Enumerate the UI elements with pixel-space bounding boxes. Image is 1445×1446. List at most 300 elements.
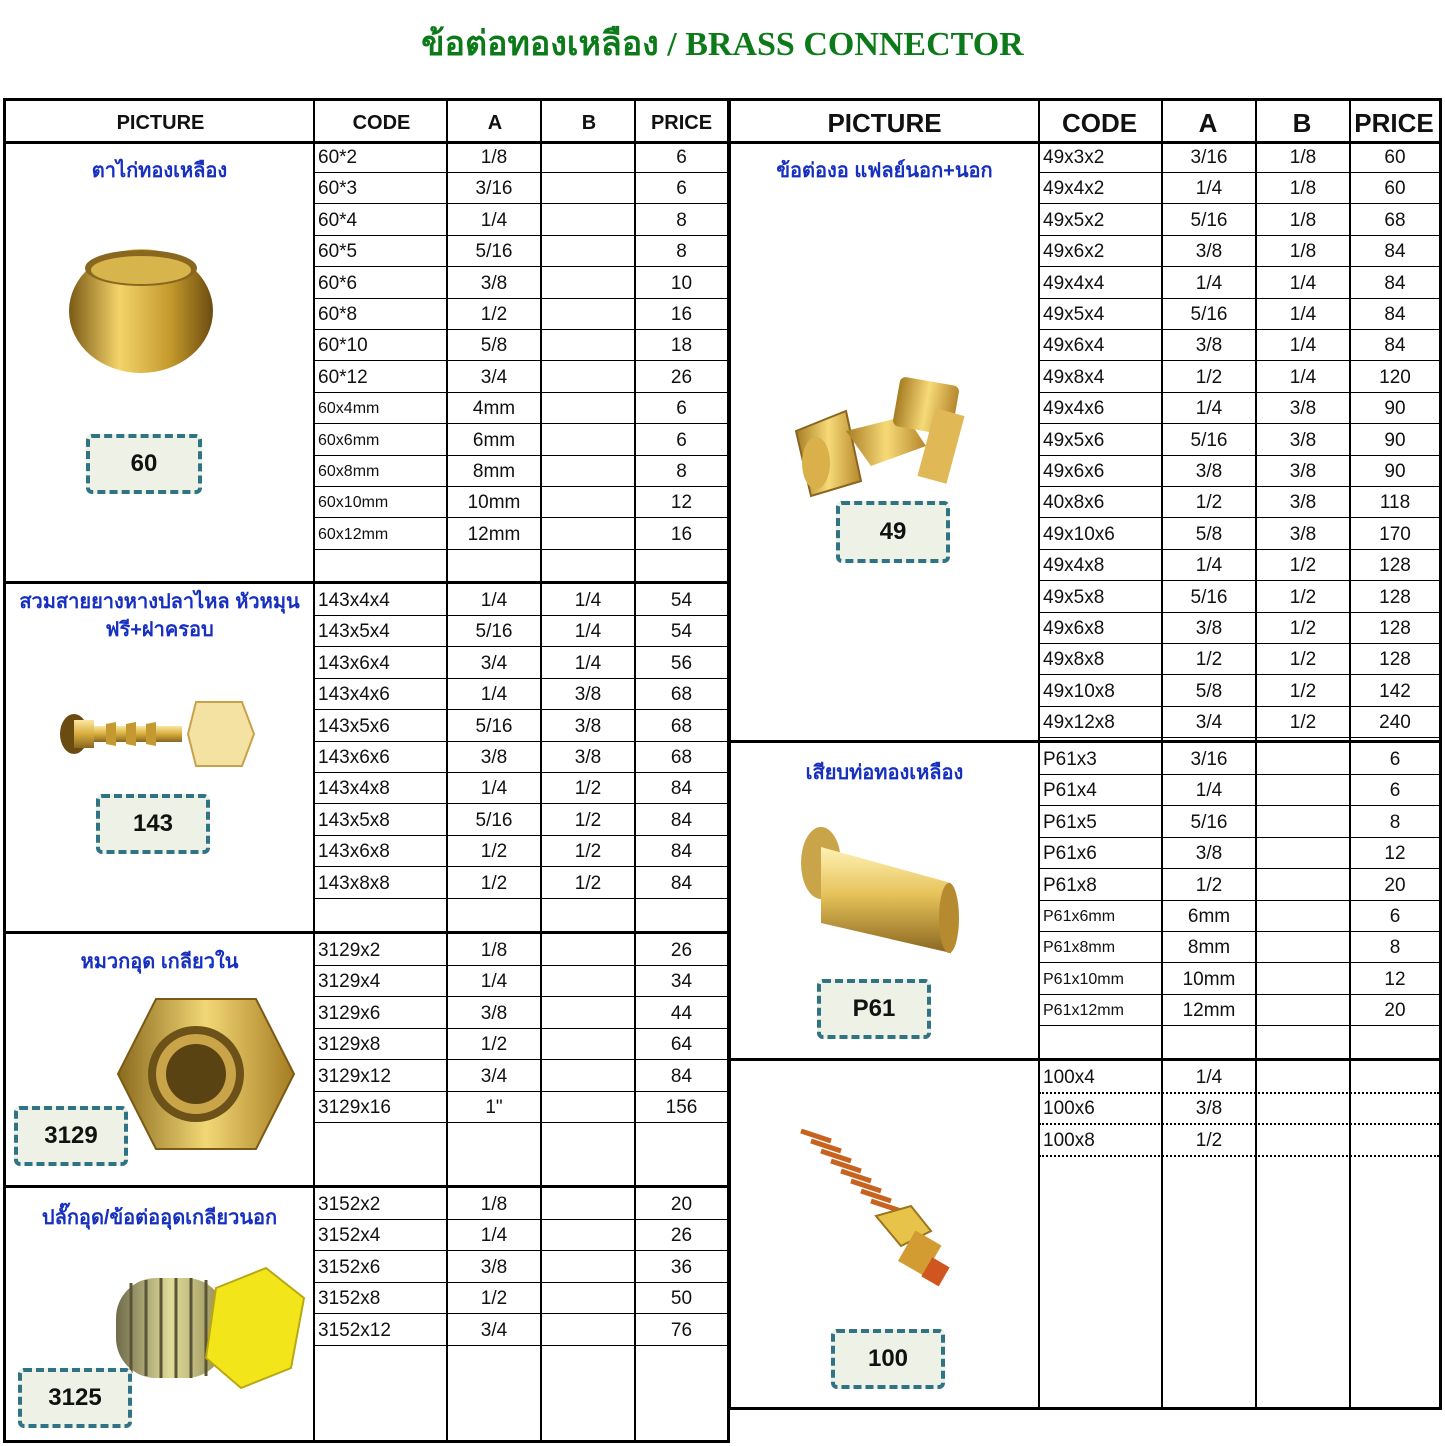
price-cell: 128 (1379, 618, 1411, 639)
b-cell (542, 455, 634, 486)
b-cell: 3/8 (1289, 523, 1317, 545)
price-cell: 6 (1389, 749, 1401, 770)
product-code-badge: 143 (96, 794, 210, 854)
table-row (314, 1251, 727, 1283)
price-cell: 68 (670, 684, 693, 706)
b-cell: 1/8 (1289, 178, 1317, 200)
a-cell: 5/16 (475, 241, 513, 263)
code-cell: 49x3x2 (1043, 147, 1105, 168)
header-code: CODE (352, 112, 411, 134)
a-cell: 3/4 (480, 1319, 508, 1341)
product-section (6, 141, 727, 584)
table-row (1039, 486, 1439, 518)
a-cell: 3/8 (480, 747, 508, 768)
product-picture-cell (6, 141, 313, 581)
price-cell: 76 (670, 1319, 693, 1341)
a-cell: 1/2 (1195, 1129, 1223, 1151)
price-cell: 128 (1379, 649, 1411, 671)
price-cell: 90 (1384, 461, 1406, 482)
price-cell: 16 (670, 304, 693, 325)
b-cell (1257, 869, 1349, 900)
product-section (731, 743, 1439, 1061)
b-cell (542, 997, 634, 1028)
b-cell (1257, 774, 1349, 805)
b-cell: 3/8 (574, 715, 602, 737)
a-cell: 8mm (472, 461, 516, 482)
code-cell: 60*12 (318, 366, 368, 388)
code-cell: 49x6x8 (1043, 618, 1105, 639)
price-cell: 84 (670, 809, 693, 831)
b-cell: 1/2 (1289, 618, 1317, 639)
code-cell: 3129x4 (318, 971, 381, 993)
b-cell (542, 329, 634, 360)
code-cell: 49x4x8 (1043, 555, 1105, 577)
table-row (314, 361, 727, 393)
code-cell: 60x10mm (318, 494, 389, 512)
b-cell (1257, 900, 1349, 931)
code-cell: 49x4x4 (1043, 272, 1105, 294)
code-cell: 49x6x2 (1043, 241, 1105, 263)
a-cell: 6mm (1187, 906, 1231, 927)
product-section (6, 1188, 727, 1446)
table-row (1039, 994, 1439, 1026)
a-cell: 5/16 (1190, 586, 1228, 608)
brass-ferrule-icon (66, 236, 216, 381)
table-row (1039, 518, 1439, 550)
table-row (1039, 643, 1439, 675)
code-cell: 49x4x2 (1043, 178, 1105, 200)
b-cell: 1/2 (574, 809, 602, 831)
a-cell: 1/4 (480, 778, 508, 800)
spring-connector-icon (781, 1121, 971, 1296)
table-row (1039, 581, 1439, 613)
a-cell: 5/16 (1190, 304, 1228, 325)
code-cell: 60x8mm (318, 463, 380, 480)
price-cell: 8 (676, 209, 687, 231)
price-cell: 240 (1379, 712, 1411, 734)
a-cell: 3/16 (475, 178, 513, 200)
b-cell (1257, 931, 1349, 962)
header-price: PRICE (1354, 108, 1434, 138)
a-cell: 5/8 (480, 335, 508, 357)
a-cell: 12mm (1182, 1000, 1236, 1022)
price-cell: 44 (670, 1002, 693, 1024)
price-cell: 36 (670, 1256, 693, 1278)
a-cell: 3/16 (1190, 147, 1228, 168)
price-cell: 170 (1379, 523, 1411, 545)
a-cell: 1" (485, 1097, 503, 1118)
code-cell: 143x6x4 (318, 652, 390, 674)
price-cell: 64 (670, 1034, 693, 1056)
b-cell (542, 1251, 634, 1282)
table-row (314, 172, 727, 204)
table-row (1039, 549, 1439, 581)
code-cell: 143x8x8 (318, 872, 390, 894)
a-cell: 3/8 (1195, 618, 1223, 639)
b-cell (542, 361, 634, 392)
product-picture-cell (6, 1188, 313, 1446)
product-section (6, 584, 727, 934)
product-picture-cell (731, 141, 1038, 740)
right-table-header (731, 101, 1439, 144)
product-code-badge: 60 (86, 434, 202, 494)
product-name: ข้อต่องอ แฟลย์นอก+นอก (776, 160, 993, 182)
code-cell: P61x6mm (1043, 908, 1116, 925)
code-cell: P61x5 (1043, 811, 1097, 833)
table-row (1039, 424, 1439, 456)
code-cell: 3152x8 (318, 1288, 381, 1310)
hose-barb-fitting-icon (56, 694, 256, 779)
b-cell (542, 965, 634, 996)
b-cell (1257, 806, 1349, 837)
a-cell: 5/16 (1190, 429, 1228, 451)
table-row (314, 204, 727, 236)
table-row (314, 1028, 727, 1060)
price-cell: 18 (670, 335, 693, 357)
table-row (1039, 235, 1439, 267)
code-cell: 49x8x8 (1043, 649, 1105, 671)
code-cell: 3129x6 (318, 1002, 381, 1024)
a-cell: 8mm (1187, 937, 1231, 959)
table-row (314, 1060, 727, 1092)
table-row (314, 835, 727, 867)
table-row (1039, 1124, 1439, 1157)
price-cell: 6 (676, 178, 687, 200)
a-cell: 3/8 (1195, 241, 1223, 263)
b-cell: 1/8 (1289, 147, 1317, 168)
price-cell: 20 (1384, 874, 1406, 896)
table-row (1039, 392, 1439, 424)
a-cell: 1/2 (1195, 649, 1223, 671)
b-cell: 1/2 (1289, 649, 1317, 671)
price-cell: 84 (1384, 304, 1406, 325)
a-cell: 6mm (472, 429, 516, 451)
a-cell: 5/8 (1195, 680, 1223, 702)
a-cell: 5/8 (1195, 523, 1223, 545)
price-cell: 84 (670, 872, 693, 894)
a-cell: 3/4 (480, 652, 508, 674)
a-cell: 3/4 (1195, 712, 1223, 734)
b-cell (1257, 1092, 1349, 1123)
tube-insert-icon (791, 823, 961, 968)
hex-cap-icon (116, 994, 296, 1159)
price-cell: 60 (1384, 178, 1406, 200)
price-cell (1351, 1061, 1439, 1092)
price-cell: 26 (670, 366, 693, 388)
code-cell: 60x4mm (318, 400, 380, 418)
a-cell: 1/4 (480, 590, 508, 611)
b-cell: 1/2 (1289, 680, 1317, 702)
price-cell: 156 (665, 1097, 698, 1118)
price-cell: 84 (1384, 272, 1406, 294)
b-cell: 1/2 (1289, 586, 1317, 608)
b-cell (542, 934, 634, 965)
a-cell: 1/8 (480, 940, 508, 961)
table-row (314, 1219, 727, 1251)
header-picture: PICTURE (116, 112, 205, 134)
code-cell: 3152x4 (318, 1225, 381, 1247)
code-cell: 143x4x8 (318, 778, 390, 800)
b-cell: 3/8 (574, 684, 602, 706)
table-row (314, 298, 727, 330)
table-row (314, 1188, 727, 1220)
b-cell (542, 1282, 634, 1313)
b-cell: 1/8 (1289, 241, 1317, 263)
code-cell: 49x5x8 (1043, 586, 1105, 608)
price-cell (1351, 1092, 1439, 1123)
a-cell: 3/8 (480, 272, 508, 294)
b-cell (542, 392, 634, 423)
b-cell (542, 172, 634, 203)
code-cell: 3152x2 (318, 1194, 381, 1215)
a-cell: 1/4 (1195, 555, 1223, 577)
price-cell: 16 (670, 523, 693, 545)
b-cell (542, 424, 634, 455)
b-cell: 1/8 (1289, 209, 1317, 231)
table-row (1039, 774, 1439, 806)
price-cell: 34 (670, 971, 693, 993)
table-row (1039, 1092, 1439, 1125)
price-cell: 142 (1379, 680, 1411, 702)
header-b: B (1292, 108, 1312, 138)
a-cell: 1/2 (1195, 874, 1223, 896)
b-cell (1257, 1061, 1349, 1092)
code-cell: 143x5x4 (318, 621, 390, 643)
table-row (1039, 806, 1439, 838)
header-a: A (487, 112, 503, 134)
table-row (1039, 361, 1439, 393)
price-cell: 68 (1384, 209, 1406, 231)
price-cell: 84 (1384, 335, 1406, 357)
b-cell (542, 235, 634, 266)
b-cell (542, 141, 634, 172)
b-cell: 1/2 (574, 841, 602, 863)
a-cell: 12mm (467, 523, 521, 545)
b-cell: 1/2 (1289, 555, 1317, 577)
product-section (731, 1061, 1439, 1410)
a-cell: 3/4 (480, 366, 508, 388)
a-cell: 3/8 (480, 1002, 508, 1024)
a-cell: 4mm (472, 398, 516, 420)
price-cell: 84 (670, 841, 693, 863)
b-cell: 1/2 (574, 872, 602, 894)
product-code-badge: 49 (836, 501, 950, 563)
code-cell: 3129x8 (318, 1034, 381, 1056)
price-cell: 128 (1379, 586, 1411, 608)
price-cell: 12 (1384, 843, 1406, 865)
b-cell (1257, 963, 1349, 994)
price-cell: 68 (670, 747, 693, 768)
code-cell: 100x8 (1043, 1129, 1095, 1151)
code-cell: 143x6x8 (318, 841, 390, 863)
price-cell: 8 (1389, 811, 1401, 833)
code-cell: 60*8 (318, 304, 358, 325)
code-cell: 143x5x8 (318, 809, 390, 831)
code-cell: 60*10 (318, 335, 368, 357)
code-cell: 100x6 (1043, 1098, 1095, 1120)
price-cell: 8 (676, 461, 687, 482)
code-cell: 49x6x4 (1043, 335, 1105, 357)
table-row (314, 141, 727, 173)
code-cell: 49x10x8 (1043, 680, 1115, 702)
code-cell: 49x4x6 (1043, 398, 1105, 420)
table-row (1039, 141, 1439, 173)
b-cell (542, 1188, 634, 1219)
table-row (314, 934, 727, 966)
code-cell: P61x4 (1043, 780, 1097, 802)
price-cell: 6 (676, 147, 687, 168)
left-price-table (3, 98, 730, 1443)
code-cell: P61x6 (1043, 843, 1097, 865)
a-cell: 5/16 (1190, 209, 1228, 231)
product-section (6, 934, 727, 1188)
table-row (1039, 837, 1439, 869)
page-title: ข้อต่อทองเหลือง / BRASS CONNECTOR (421, 26, 1024, 63)
elbow-flare-icon (786, 371, 976, 516)
table-row (1039, 706, 1439, 738)
b-cell: 3/8 (1289, 429, 1317, 451)
b-cell: 3/8 (1289, 398, 1317, 420)
table-row (1039, 612, 1439, 644)
header-price: PRICE (650, 112, 713, 134)
code-cell: 3129x16 (318, 1097, 391, 1118)
price-cell: 128 (1379, 555, 1411, 577)
b-cell (542, 267, 634, 298)
price-cell (1351, 1124, 1439, 1155)
a-cell: 3/8 (1195, 1098, 1223, 1120)
product-section (731, 141, 1439, 743)
b-cell (1257, 1124, 1349, 1155)
b-cell: 3/8 (1289, 492, 1317, 514)
table-row (314, 455, 727, 487)
table-row (1039, 900, 1439, 932)
b-cell (1257, 837, 1349, 868)
code-cell: P61x3 (1043, 749, 1097, 770)
price-cell: 6 (1389, 780, 1401, 802)
a-cell: 1/4 (480, 684, 508, 706)
b-cell (542, 1028, 634, 1059)
b-cell (542, 1314, 634, 1345)
price-cell: 12 (1384, 968, 1406, 990)
product-code-badge: 100 (831, 1329, 945, 1389)
a-cell: 1/4 (1195, 272, 1223, 294)
price-cell: 68 (670, 715, 693, 737)
table-row (314, 804, 727, 836)
price-cell: 20 (1384, 1000, 1406, 1022)
code-cell: 49x8x4 (1043, 366, 1105, 388)
a-cell: 3/8 (1195, 843, 1223, 865)
table-row (1039, 1061, 1439, 1094)
header-b: B (581, 112, 597, 134)
a-cell: 1/8 (480, 1194, 508, 1215)
a-cell: 3/8 (480, 1256, 508, 1278)
a-cell: 1/2 (480, 841, 508, 863)
code-cell: 3129x12 (318, 1065, 391, 1087)
product-name: เสียบท่อทองเหลือง (805, 762, 964, 784)
a-cell: 1/4 (1195, 780, 1223, 802)
a-cell: 5/16 (475, 715, 513, 737)
code-cell: 49x6x6 (1043, 461, 1105, 482)
table-row (1039, 963, 1439, 995)
b-cell (542, 518, 634, 549)
a-cell: 5/16 (475, 621, 513, 643)
code-cell: 60*5 (318, 241, 358, 263)
a-cell: 10mm (1182, 968, 1236, 990)
code-cell: 60*3 (318, 178, 358, 200)
price-cell: 12 (670, 492, 693, 514)
table-row (314, 867, 727, 899)
table-row (314, 392, 727, 424)
price-cell: 84 (1384, 241, 1406, 263)
code-cell: P61x12mm (1043, 1002, 1124, 1020)
table-row (314, 772, 727, 804)
price-cell: 8 (676, 241, 687, 263)
product-name: ตาไก่ทองเหลือง (91, 160, 228, 182)
price-cell: 60 (1384, 147, 1406, 168)
table-row (314, 329, 727, 361)
price-cell: 26 (670, 940, 693, 961)
price-cell: 8 (1389, 937, 1401, 959)
table-row (1039, 298, 1439, 330)
price-cell: 90 (1384, 398, 1406, 420)
code-cell: 60*6 (318, 272, 358, 294)
product-name: หมวกอุด เกลียวใน (80, 951, 239, 973)
product-picture-cell (731, 1061, 1038, 1410)
code-cell: 60x12mm (318, 525, 389, 543)
code-cell: 3129x2 (318, 940, 381, 961)
hex-plug-icon (106, 1258, 306, 1403)
code-cell: 49x12x8 (1043, 712, 1115, 734)
table-row (314, 678, 727, 710)
price-cell: 26 (670, 1225, 693, 1247)
a-cell: 3/8 (1195, 461, 1223, 482)
a-cell: 1/4 (480, 1225, 508, 1247)
a-cell: 1/2 (1195, 492, 1223, 514)
b-cell: 1/4 (1289, 335, 1317, 357)
table-row (314, 710, 727, 742)
price-cell: 6 (1389, 906, 1401, 927)
price-cell: 84 (670, 778, 693, 800)
a-cell: 1/4 (1195, 178, 1223, 200)
b-cell (1257, 743, 1349, 774)
a-cell: 5/16 (1190, 811, 1228, 833)
b-cell (542, 298, 634, 329)
table-row (314, 1314, 727, 1346)
a-cell: 1/4 (1195, 398, 1223, 420)
table-row (1039, 743, 1439, 775)
code-cell: 143x5x6 (318, 715, 390, 737)
a-cell: 10mm (467, 492, 521, 514)
b-cell (542, 486, 634, 517)
code-cell: 49x5x2 (1043, 209, 1105, 231)
code-cell: 49x5x6 (1043, 429, 1105, 451)
a-cell: 1/4 (480, 209, 508, 231)
code-cell: P61x10mm (1043, 970, 1124, 988)
a-cell: 1/4 (1195, 1067, 1223, 1088)
b-cell (542, 1219, 634, 1250)
b-cell: 3/8 (574, 747, 602, 768)
right-price-table (728, 98, 1442, 1410)
price-cell: 90 (1384, 429, 1406, 451)
b-cell (542, 1091, 634, 1122)
table-row (314, 1282, 727, 1314)
table-row (1039, 267, 1439, 299)
code-cell: 49x5x4 (1043, 304, 1105, 325)
a-cell: 5/16 (475, 809, 513, 831)
price-cell: 10 (670, 272, 693, 294)
table-row (314, 584, 727, 616)
code-cell: 60*4 (318, 209, 358, 231)
